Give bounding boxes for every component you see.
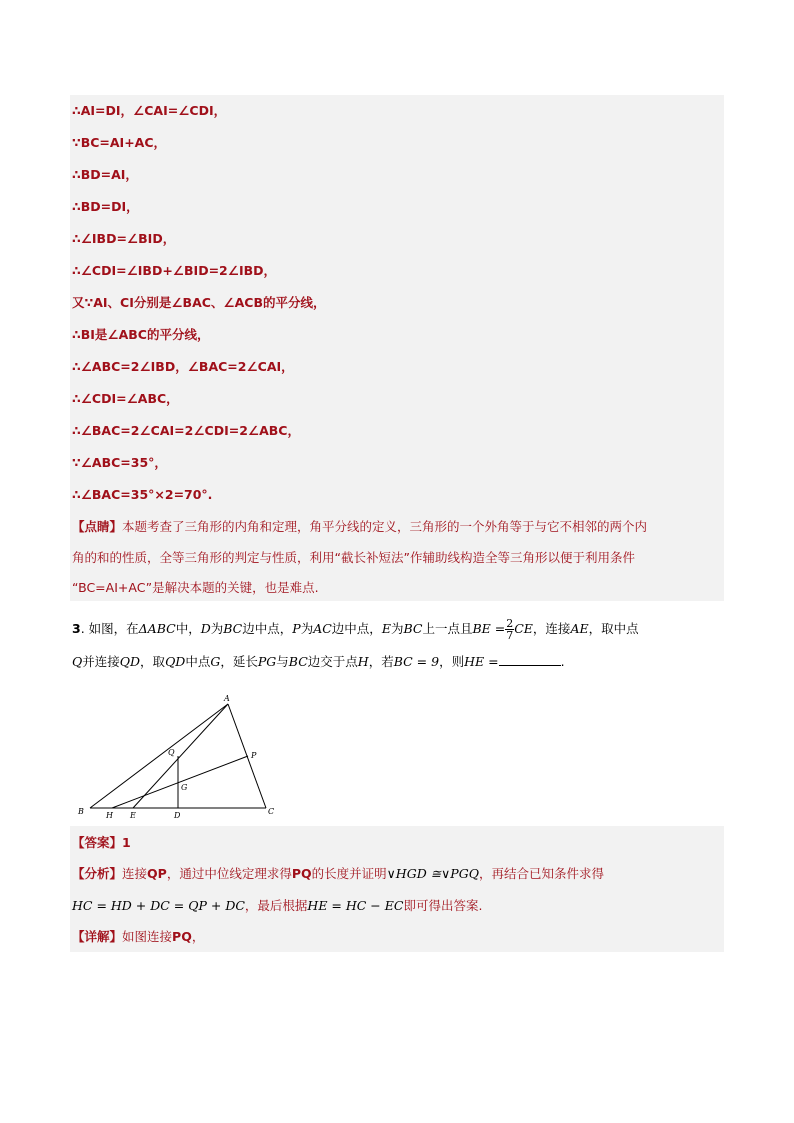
fraction-numerator: 2 [506, 617, 514, 630]
math: HE = [464, 654, 499, 669]
question-text: ，连接 [532, 621, 571, 636]
question-text: ，延长 [220, 654, 258, 669]
solution-line: ∴∠CDI=∠IBD+∠BID=2∠IBD， [72, 263, 277, 278]
analysis-text: ，通过中位线定理求得 [166, 866, 292, 881]
detail-text: ， [191, 929, 205, 944]
question-text: 为 [300, 621, 314, 636]
analysis-text: 的长度并证明 [311, 866, 387, 881]
math: CE [514, 621, 533, 636]
comment-line-2: 角的和的性质，全等三角形的判定与性质，利用“截长补短法”作辅助线构造全等三角形以便于利用条件 [72, 550, 635, 565]
label-c: C [268, 807, 275, 816]
math: D [200, 621, 211, 636]
comment-text: 本题考查了三角形的内角和定理，角平分线的定义，三角形的一个外角等于与它不相邻的两个内 [122, 519, 648, 534]
question-line-2 [72, 653, 565, 670]
math: E [381, 621, 391, 636]
answer-line [72, 835, 131, 851]
solution-line: ∵BC=AI+AC， [72, 135, 167, 150]
answer-label: 【答案】 [72, 835, 123, 850]
segment-ae [133, 704, 228, 808]
analysis-label: 【分析】 [72, 866, 123, 881]
detail-term: PQ [172, 929, 192, 944]
solution-line: ∴∠BAC=2∠CAI=2∠CDI=2∠ABC， [72, 423, 300, 438]
math: P [292, 621, 301, 636]
math: BC [403, 621, 423, 636]
solution-line: ∴BD=AI， [72, 167, 138, 182]
math: QD [165, 654, 186, 669]
question-text: . 如图，在 [80, 621, 139, 636]
math: BC [288, 654, 308, 669]
analysis-text: 连接 [122, 866, 148, 881]
math: AC [313, 621, 332, 636]
question-text: 边交于点 [307, 654, 358, 669]
solution-line: ∴AI=DI，∠CAI=∠CDI， [72, 103, 227, 118]
question-text: 为 [390, 621, 404, 636]
math: G [210, 654, 221, 669]
analysis-text: ，再结合已知条件求得 [478, 866, 604, 881]
question-text: . [560, 654, 565, 669]
question-text: ，取中点 [588, 621, 639, 636]
question-text: 为 [210, 621, 224, 636]
math: QD [119, 654, 141, 669]
math: PG [257, 654, 277, 669]
analysis-text: 即可得出答案. [403, 898, 483, 913]
label-d: D [174, 811, 181, 820]
solution-line: ∴∠IBD=∠BID， [72, 231, 176, 246]
analysis-term: PQ [291, 866, 312, 881]
question-text: 上一点且 [422, 621, 473, 636]
label-b: B [78, 807, 84, 816]
math: BC [223, 621, 243, 636]
solution-line: ∴∠BAC=35°×2=70°. [72, 487, 213, 502]
math: HE = HC − EC [307, 898, 404, 913]
label-q: Q [168, 748, 175, 757]
analysis-line-2 [72, 898, 482, 914]
segment-ab [90, 704, 228, 808]
question-text: ，取 [140, 654, 166, 669]
question-text: ，若 [368, 654, 394, 669]
question-text: 边中点， [242, 621, 293, 636]
solution-line: ∴∠CDI=∠ABC， [72, 391, 179, 406]
question-text: 边中点， [331, 621, 382, 636]
comment-line-1 [72, 519, 647, 535]
label-p: P [251, 751, 257, 760]
question-text: 与 [276, 654, 289, 669]
label-g: G [181, 783, 188, 792]
analysis-line-1 [72, 866, 604, 882]
solution-line: 又∵AI、CI分别是∠BAC、∠ACB的平分线， [72, 295, 326, 310]
answer-value: 1 [122, 835, 131, 850]
question-text: 并连接 [82, 654, 120, 669]
question-text: 中点 [185, 654, 211, 669]
answer-blank[interactable] [499, 653, 561, 666]
question-text: ，则 [439, 654, 465, 669]
comment-label: 【点睛】 [72, 519, 123, 534]
analysis-text: ，最后根据 [244, 898, 308, 913]
math: AE [570, 621, 589, 636]
comment-line-3: “BC=AI+AC”是解决本题的关键，也是难点. [72, 580, 319, 595]
segment-hp [112, 756, 248, 808]
solution-line: ∴BD=DI， [72, 199, 139, 214]
detail-label: 【详解】 [72, 929, 123, 944]
detail-text: 如图连接 [122, 929, 173, 944]
question-text: 中， [175, 621, 201, 636]
math: Q [72, 654, 83, 669]
triangle-figure [72, 692, 282, 822]
math: BE = [472, 621, 506, 636]
solution-line: ∴∠ABC=2∠IBD，∠BAC=2∠CAI， [72, 359, 294, 374]
label-e: E [130, 811, 136, 820]
label-a: A [224, 694, 230, 703]
label-h: H [106, 811, 113, 820]
analysis-term: QP [147, 866, 167, 881]
math: H [357, 654, 369, 669]
math: BC = 9 [393, 654, 440, 669]
fraction [505, 618, 514, 641]
math: ∨HGD ≅∨PGQ [386, 866, 479, 881]
solution-line: ∵∠ABC=35°， [72, 455, 167, 470]
question-line-1 [72, 618, 639, 641]
solution-line: ∴BI是∠ABC的平分线， [72, 327, 210, 342]
fraction-denominator: 7 [506, 629, 514, 642]
math: HC = HD + DC = QP + DC [72, 898, 245, 913]
question-number: 3 [72, 621, 81, 636]
math: ΔABC [138, 621, 176, 636]
detail-line [72, 929, 204, 945]
